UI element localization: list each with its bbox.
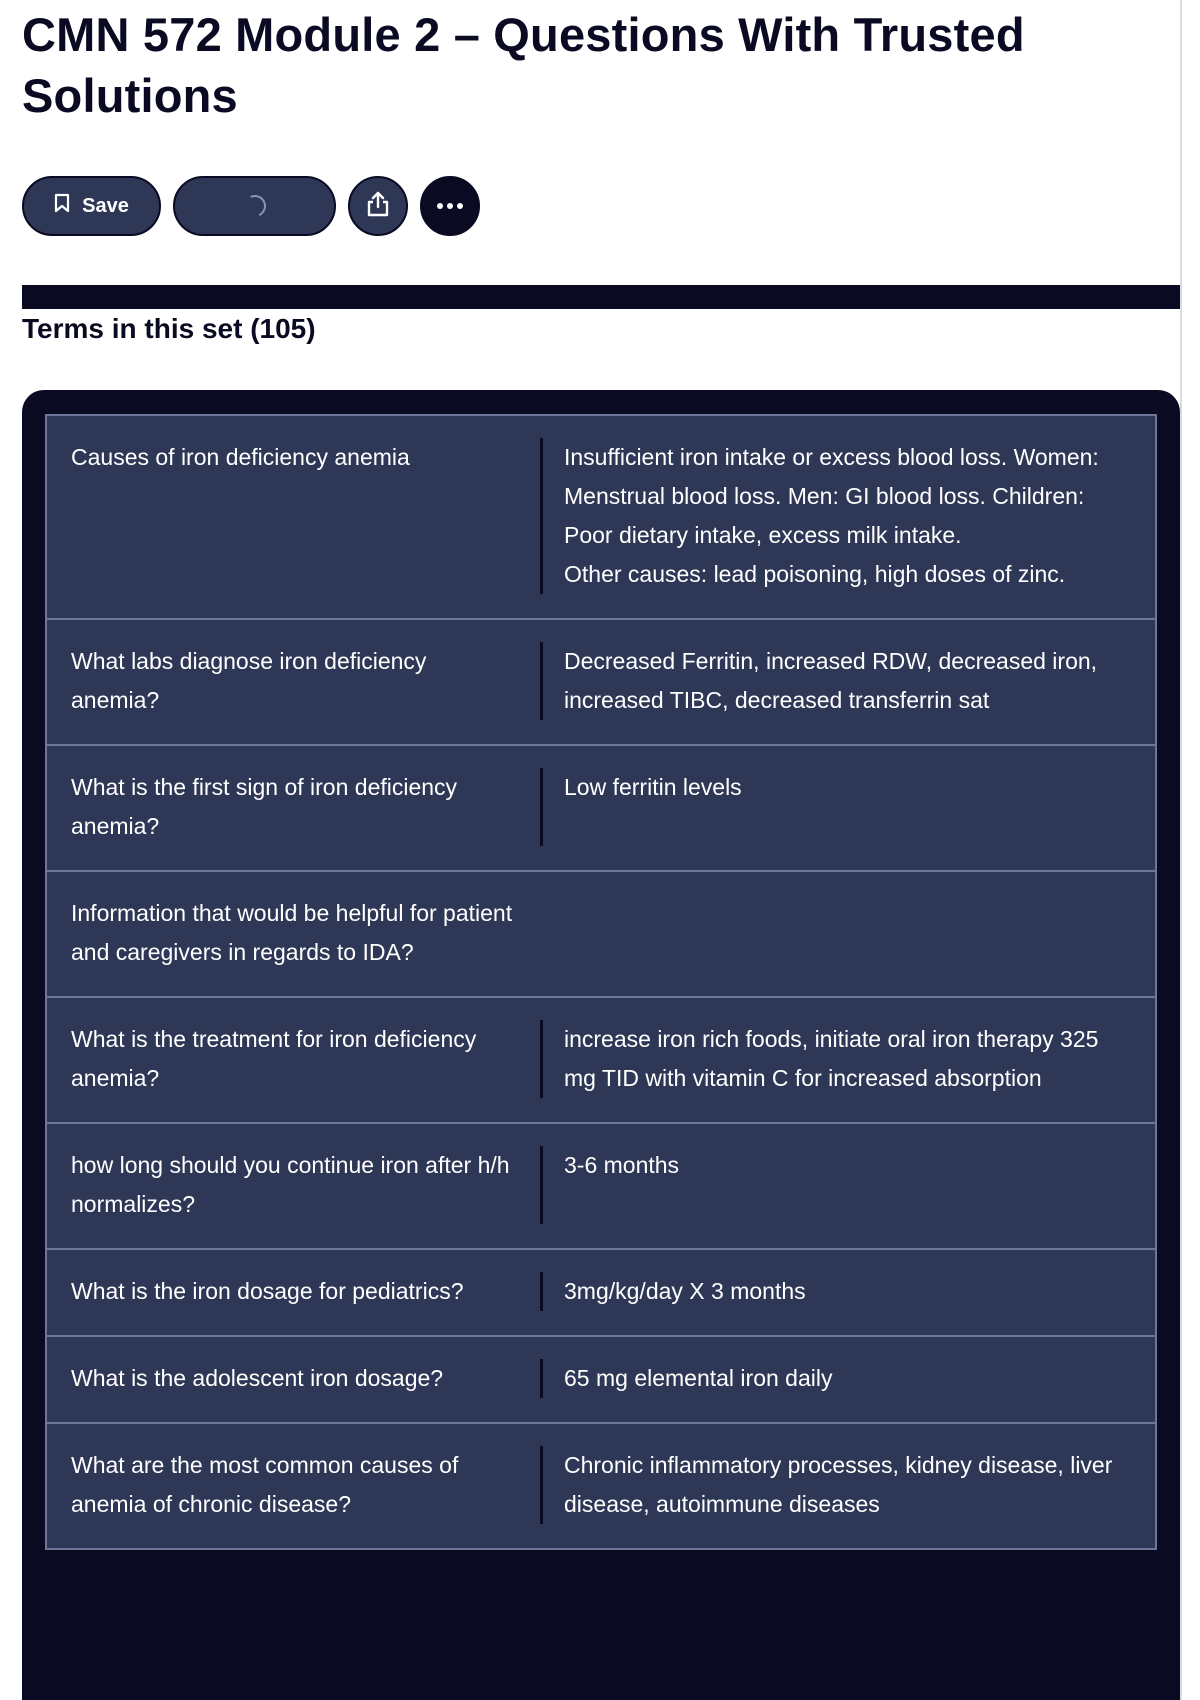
- term-row[interactable]: [45, 998, 1157, 1124]
- term-row[interactable]: [45, 1337, 1157, 1424]
- term-definition: Low ferritin levels: [564, 774, 742, 800]
- set-toolbar: [22, 176, 480, 236]
- more-dots-icon: [436, 197, 464, 215]
- term-row[interactable]: [45, 746, 1157, 872]
- share-icon: [365, 190, 391, 223]
- section-divider: [22, 285, 1180, 309]
- term-word: What labs diagnose iron deficiency anemia?: [71, 642, 543, 720]
- terms-list: [22, 390, 1180, 1700]
- term-definition: 65 mg elemental iron daily: [564, 1365, 833, 1391]
- terms-heading: Terms in this set (105): [22, 313, 316, 344]
- term-word: Information that would be helpful for patient and caregivers in regards to IDA?: [71, 900, 513, 965]
- share-button[interactable]: [348, 176, 408, 236]
- save-button-label: Save: [82, 194, 129, 217]
- term-row[interactable]: [45, 1124, 1157, 1250]
- term-row[interactable]: [45, 1424, 1157, 1550]
- page-right-rule: [1180, 0, 1182, 1700]
- term-definition: Decreased Ferritin, increased RDW, decreased iron, increased TIBC, decreased transferrin sat: [564, 648, 1098, 713]
- term-word: What is the adolescent iron dosage?: [71, 1359, 543, 1398]
- term-row[interactable]: [45, 872, 1157, 998]
- term-row[interactable]: [45, 1250, 1157, 1337]
- term-word: What are the most common causes of anemia of chronic disease?: [71, 1446, 543, 1524]
- term-definition: increase iron rich foods, initiate oral iron therapy 325 mg TID with vitamin C for increased absorption: [564, 1026, 1099, 1091]
- loading-button[interactable]: [173, 176, 336, 236]
- spinner-icon: [240, 192, 268, 220]
- term-definition: 3-6 months: [564, 1152, 680, 1178]
- term-word: Causes of iron deficiency anemia: [71, 438, 543, 594]
- save-button[interactable]: [22, 176, 161, 236]
- term-definition: [543, 894, 1131, 972]
- term-row[interactable]: [45, 620, 1157, 746]
- term-definition: 3mg/kg/day X 3 months: [564, 1278, 806, 1304]
- term-definition: Chronic inflammatory processes, kidney disease, liver disease, autoimmune diseases: [564, 1452, 1113, 1517]
- page-title: CMN 572 Module 2 – Questions With Trusted Solutions: [22, 8, 1025, 122]
- term-word: What is the treatment for iron deficiency anemia?: [71, 1020, 543, 1098]
- term-word: What is the iron dosage for pediatrics?: [71, 1272, 543, 1311]
- term-row[interactable]: [45, 414, 1157, 620]
- term-word: how long should you continue iron after h/h normalizes?: [71, 1146, 543, 1224]
- term-definition: Insufficient iron intake or excess blood loss. Women: Menstrual blood loss. Men: GI blood loss. Children: Poor dietary intake, excess milk intake. Other causes: lead poisoning, high doses of zinc.: [564, 444, 1099, 587]
- bookmark-icon: [54, 193, 70, 219]
- term-word: What is the first sign of iron deficiency anemia?: [71, 768, 543, 846]
- more-options-button[interactable]: [420, 176, 480, 236]
